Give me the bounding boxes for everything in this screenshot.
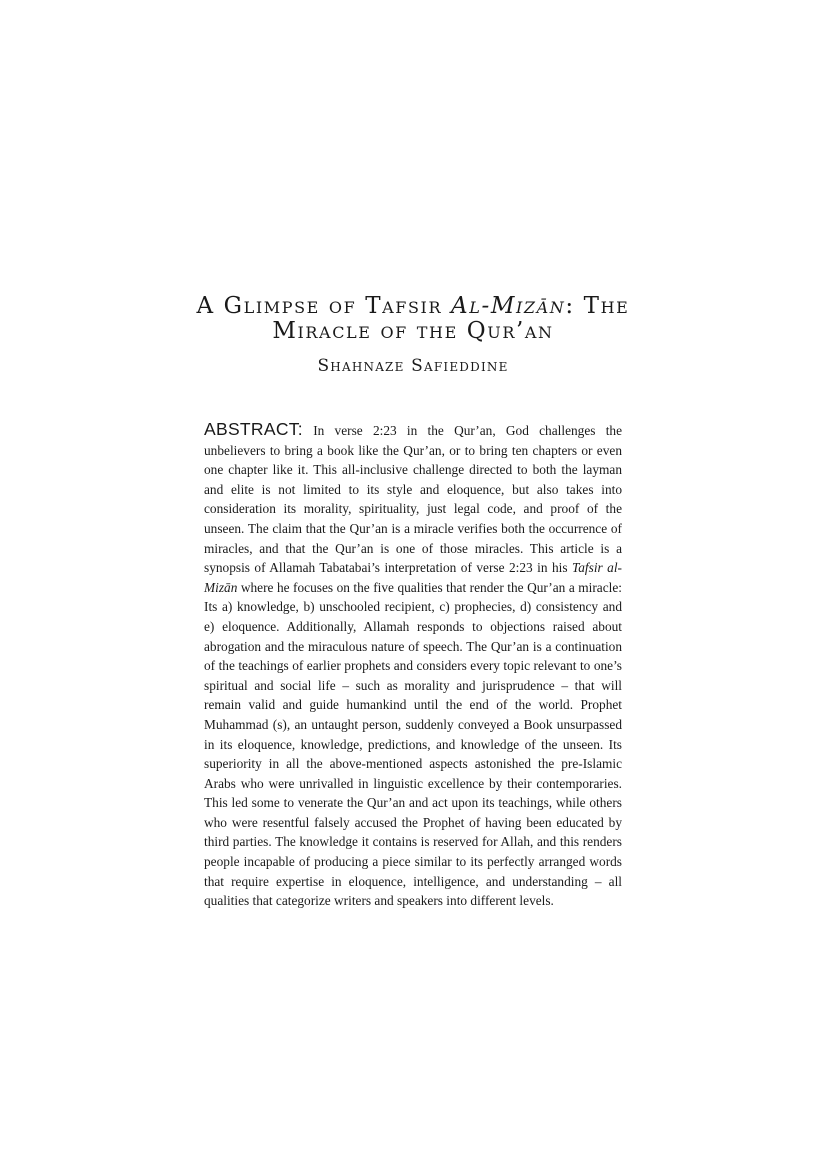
abstract-text-part1: In verse 2:23 in the Qur’an, God challenges the unbelievers to bring a book like the Qur’an, or to bring ten chapters or even one chapter like it. This all-inclusive challenge directed to both the layman and elite is not limited to its style and eloquence, but also takes into consideration its morality, spirituality, just legal code, and proof of the unseen. The claim that the Qur’an is a miracle verifies both the occurrence of miracles, and that the Qur’an is one of those miracles. This article is a synopsis of Allamah Tabatabai’s interpretation of verse 2:23 in his <box>204 423 622 576</box>
abstract-paragraph <box>204 420 622 911</box>
abstract-book-title: Tafsir al-Mizān <box>204 560 622 595</box>
title-suffix: : The <box>565 293 630 319</box>
title-line-1 <box>150 294 676 319</box>
title-prefix: A Glimpse of Tafsir <box>196 293 452 319</box>
abstract-label: ABSTRACT: <box>204 419 303 439</box>
abstract-text-part2: where he focuses on the five qualities that render the Qur’an a miracle: Its a) knowledge, b) unschooled recipient, c) prophecies, d) consistency and e) eloquence. Additionally, Allamah responds to objections raised about abrogation and the miraculous nature of speech. The Qur’an is a continuation of the teachings of earlier prophets and considers every topic relevant to one’s spiritual and social life – such as morality and jurisprudence – that will remain valid and guide humankind until the end of the world. Prophet Muhammad (s), an untaught person, suddenly conveyed a Book unsurpassed in its eloquence, knowledge, predictions, and knowledge of the unseen. Its superiority in all the above-mentioned aspects astonished the pre-Islamic Arabs who were unrivalled in linguistic excellence by their contemporaries. This led some to venerate the Qur’an and act upon its teachings, while others who were resentful falsely accused the Prophet of having been educated by third parties. The knowledge it contains is reserved for Allah, and this renders people incapable of producing a piece similar to its perfectly arranged words that require expertise in eloquence, intelligence, and understanding – all qualities that categorize writers and speakers into different levels. <box>204 579 622 909</box>
title-line-2: Miracle of the Qur’an <box>272 318 554 344</box>
author-name: Shahnaze Safieddine <box>317 356 509 376</box>
title-italic: Al-Mizān <box>451 293 566 319</box>
article-title <box>150 294 676 344</box>
